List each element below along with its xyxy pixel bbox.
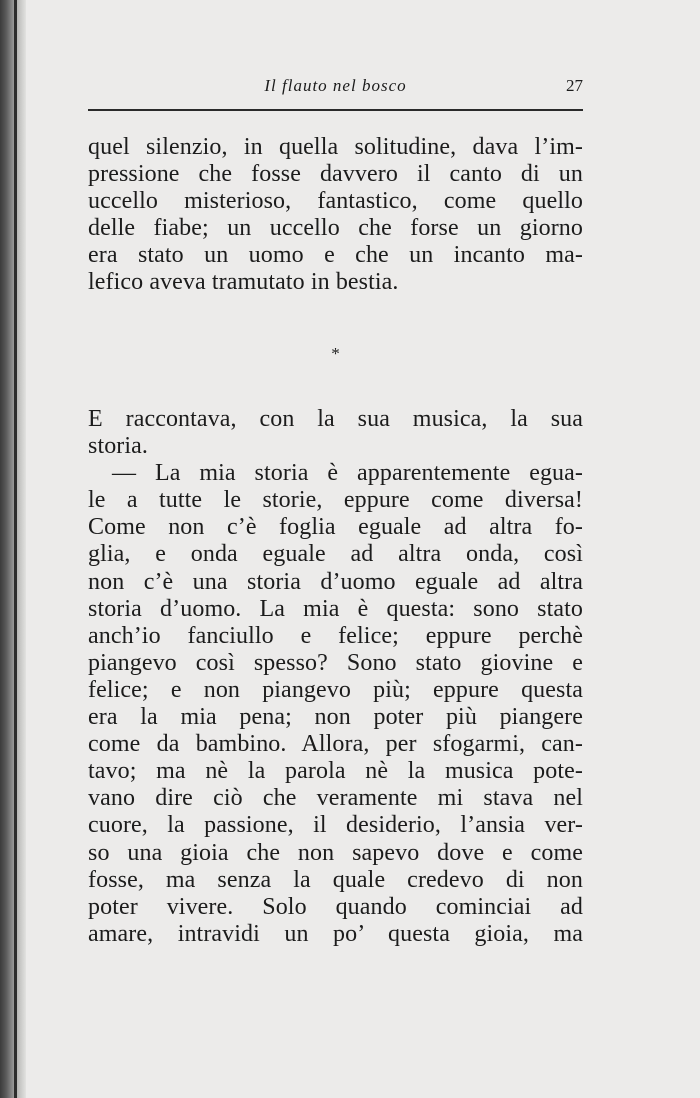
text-line: E raccontava, con la sua musica, la sua xyxy=(88,406,583,432)
text-line: so una gioia che non sapevo dove e come xyxy=(88,839,583,866)
text-line: quel silenzio, in quella solitudine, dava l’im- xyxy=(88,134,583,160)
text-line: tavo; ma nè la parola nè la musica pote- xyxy=(88,758,583,785)
book-gutter-line xyxy=(14,0,17,1098)
header-rule xyxy=(88,109,583,111)
text-line: pressione che fosse davvero il canto di un xyxy=(88,161,583,188)
paragraph-continued xyxy=(88,134,583,297)
text-line: felice; e non piangevo più; eppure questa xyxy=(88,676,583,703)
text-line: cuore, la passione, il desiderio, l’ansia ver- xyxy=(88,812,583,839)
text-line: delle fiabe; un uccello che forse un giorno xyxy=(88,215,583,242)
text-line: Come non c’è foglia eguale ad altra fo- xyxy=(88,514,583,541)
text-line: come da bambino. Allora, per sfogarmi, can- xyxy=(88,731,583,758)
text-line: le a tutte le storie, eppure come diversa! xyxy=(88,487,583,514)
text-line: non c’è una storia d’uomo eguale ad altra xyxy=(88,568,583,595)
paragraph-narration xyxy=(88,406,583,948)
text-line: piangevo così spesso? Sono stato giovine e xyxy=(88,649,583,676)
text-line: storia. xyxy=(88,433,149,460)
text-line: glia, e onda eguale ad altra onda, così xyxy=(88,541,583,568)
running-title: Il flauto nel bosco xyxy=(264,76,407,95)
text-line: amare, intravidi un po’ questa gioia, ma xyxy=(88,920,583,947)
text-line: storia d’uomo. La mia è questa: sono stato xyxy=(88,595,583,622)
text-line: vano dire ciò che veramente mi stava nel xyxy=(88,785,583,812)
text-line: era la mia pena; non poter più piangere xyxy=(88,704,583,731)
text-line: fosse, ma senza la quale credevo di non xyxy=(88,866,583,893)
text-line: lefico aveva tramutato in bestia. xyxy=(88,269,399,296)
text-line: poter vivere. Solo quando cominciai ad xyxy=(88,893,583,920)
text-line: anch’io fanciullo e felice; eppure perchè xyxy=(88,622,583,649)
section-break-asterisk: * xyxy=(331,344,340,363)
text-line: uccello misterioso, fantastico, come quello xyxy=(88,188,583,215)
book-spine-shadow xyxy=(0,0,26,1098)
text-line: — La mia storia è apparentemente egua- xyxy=(112,460,583,487)
text-line: era stato un uomo e che un incanto ma- xyxy=(88,242,583,269)
page-number: 27 xyxy=(566,76,583,95)
page-header xyxy=(88,74,583,104)
